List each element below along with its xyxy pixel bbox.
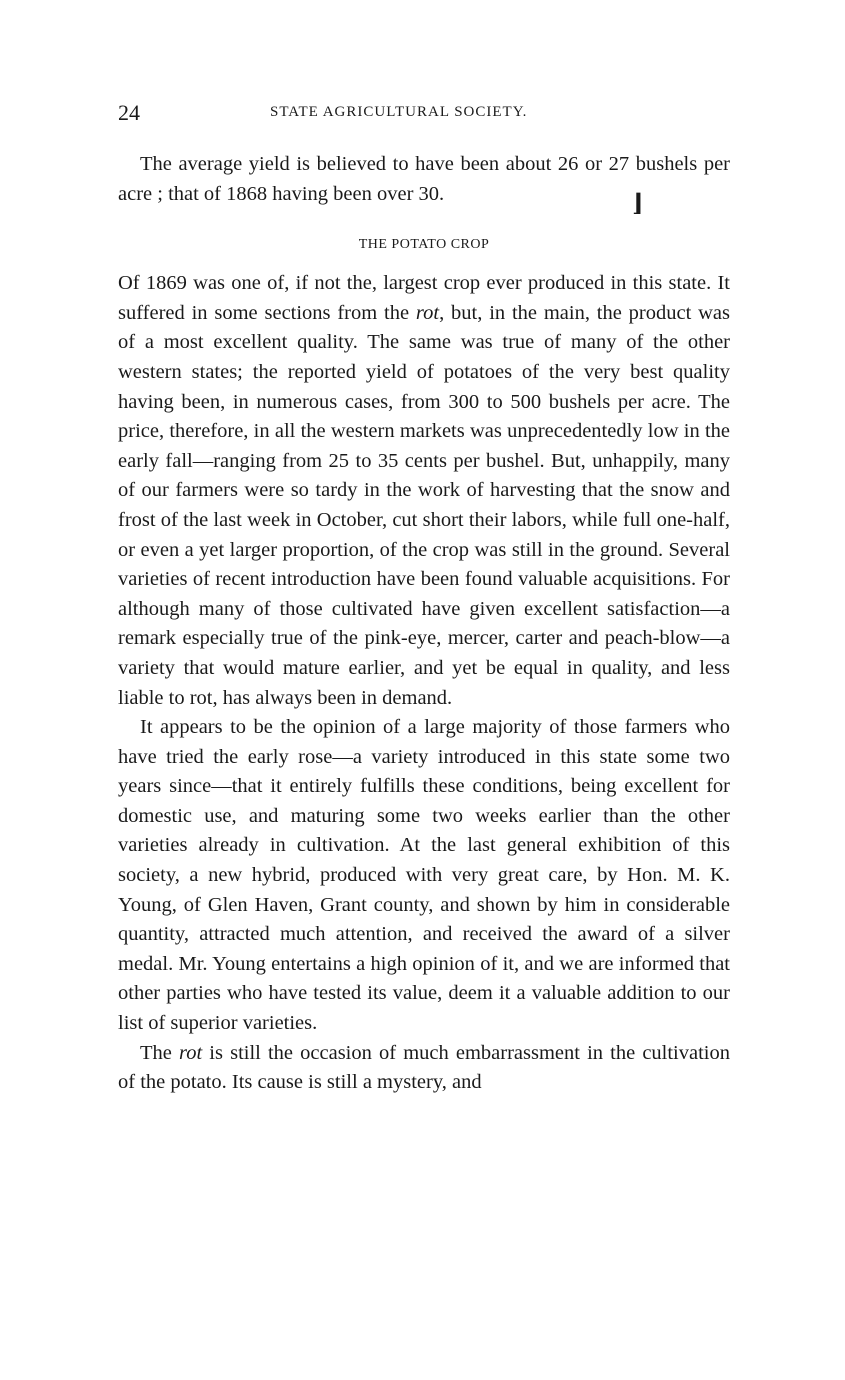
section-title: THE POTATO CROP <box>358 237 490 253</box>
paragraph-text: Of 1869 was one of, if not the, largest crop ever produced in this state. It suffered in some sections from the <box>118 272 730 324</box>
paragraph-rot <box>118 1039 730 1098</box>
paragraph-early-rose: It appears to be the opinion of a large majority of those farmers who have tried the early rose—a variety introduced in this state some two years since—that it entirely fulfills these conditions, being excellent for domestic use, and maturing some two weeks earlier than the other varieties already in cultivation. At the last general exhibition of this society, a new hybrid, produced with very great care, by Hon. M. K. Young, of Glen Haven, Grant county, and shown by him in considerable quantity, attracted much attention, and received the award of a silver medal. Mr. Young entertains a high opinion of it, and we are informed that other parties who have tested its value, deem it a valuable addition to our list of superior varieties. <box>118 716 730 1035</box>
body-text <box>118 150 730 1098</box>
italic-term: rot <box>179 1041 203 1064</box>
page-header <box>118 100 730 130</box>
running-head: STATE AGRICULTURAL SOCIETY. <box>270 104 528 120</box>
page-number: 24 <box>118 100 140 125</box>
paragraph-text: The <box>140 1041 179 1064</box>
paragraph-text: is still the occasion of much embarrassment in the cultivation of the potato. Its cause is still a mystery, and <box>118 1041 730 1094</box>
intro-paragraph: The average yield is believed to have been about 26 or 27 bushels per acre ; that of 1868 having been over 30. <box>118 153 730 205</box>
italic-term: rot <box>415 301 440 324</box>
handwritten-bracket-mark: ⌋ <box>632 191 644 217</box>
paragraph-potato-crop <box>118 269 730 713</box>
paragraph-text: , but, in the main, the product was of a most excellent quality. The same was true of many of the other western states; the reported yield of potatoes of the very best quality having been, in numerous cases, from 300 to 500 bushels per acre. The price, therefore, in all the western markets was unprecedentedly low in the early fall—ranging from 25 to 35 cents per bushel. But, unhappily, many of our farmers were so tardy in the work of harvesting that the snow and frost of the last week in October, cut short their labors, while full one-half, or even a yet larger proportion, of the crop was still in the ground. Several varieties of recent introduction have been found valuable acquisitions. For although many of those cultivated have given excellent satisfaction—a remark especially true of the pink-eye, mercer, carter and peach-blow—a variety that would mature earlier, and yet be equal in quality, and less liable to rot, has always been in demand. <box>118 301 730 709</box>
